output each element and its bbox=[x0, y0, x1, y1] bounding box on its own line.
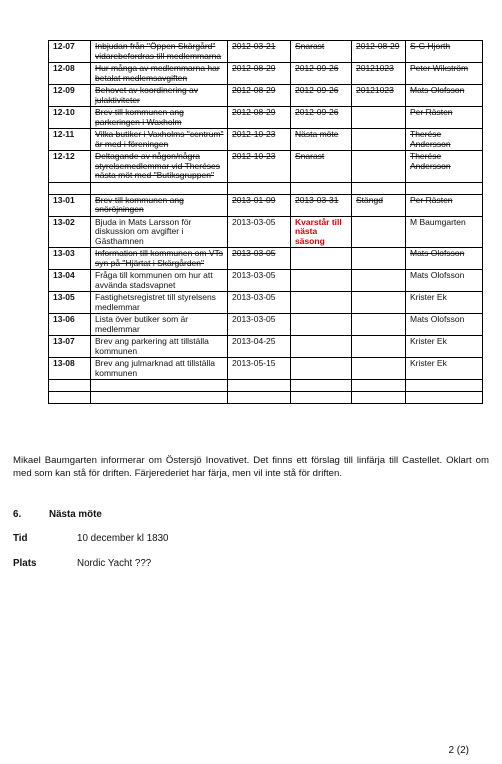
item-id-cell: 12-07 bbox=[49, 41, 91, 63]
item-owner-cell: Per Rästen bbox=[406, 194, 483, 216]
page-number: 2 (2) bbox=[448, 745, 469, 756]
table-row bbox=[49, 358, 483, 380]
item-date-cell: 2013-03-05 bbox=[228, 216, 291, 248]
table-row bbox=[49, 41, 483, 63]
item-id-cell: 13-02 bbox=[49, 216, 91, 248]
action-items-body bbox=[49, 41, 483, 404]
item-description-cell bbox=[91, 182, 228, 194]
item-id-cell: 13-05 bbox=[49, 292, 91, 314]
item-description-cell: Brev till kommunen ang snöröjningen bbox=[91, 194, 228, 216]
item-deadline-cell bbox=[291, 392, 352, 404]
table-row bbox=[49, 292, 483, 314]
item-id-cell bbox=[49, 182, 91, 194]
item-date-cell bbox=[228, 380, 291, 392]
table-row bbox=[49, 85, 483, 107]
blank-table-row bbox=[49, 392, 483, 404]
item-done-cell bbox=[352, 129, 406, 151]
item-description-cell: Hur många av medlemmarna har betalat medlemsavgiften bbox=[91, 63, 228, 85]
section-heading bbox=[13, 509, 102, 520]
item-deadline-cell: Kvarstår till nästa säsong bbox=[291, 216, 352, 248]
item-owner-cell: S-G Hjorth bbox=[406, 41, 483, 63]
item-deadline-cell: Nästa möte bbox=[291, 129, 352, 151]
item-date-cell: 2012-10-23 bbox=[228, 129, 291, 151]
item-deadline-cell bbox=[291, 314, 352, 336]
item-id-cell: 12-08 bbox=[49, 63, 91, 85]
item-date-cell: 2012-08-29 bbox=[228, 63, 291, 85]
item-done-cell bbox=[352, 107, 406, 129]
item-date-cell: 2012-08-29 bbox=[228, 85, 291, 107]
item-id-cell: 13-07 bbox=[49, 336, 91, 358]
item-description-cell: Brev ang parkering att tillställa kommunen bbox=[91, 336, 228, 358]
item-description-cell: Information till kommunen om VTs syn på "Hjärtat i Skärgården" bbox=[91, 248, 228, 270]
item-description-cell: Fastighetsregistret till styrelsens medlemmar bbox=[91, 292, 228, 314]
item-deadline-cell bbox=[291, 270, 352, 292]
item-date-cell: 2013-01-09 bbox=[228, 194, 291, 216]
item-owner-cell: Mats Olofsson bbox=[406, 270, 483, 292]
item-done-cell: 2012-08-29 bbox=[352, 41, 406, 63]
item-done-cell bbox=[352, 314, 406, 336]
item-done-cell: 20121023 bbox=[352, 63, 406, 85]
item-description-cell: Fråga till kommunen om hur att avvända stadsvapnet bbox=[91, 270, 228, 292]
item-date-cell bbox=[228, 392, 291, 404]
table-row bbox=[49, 107, 483, 129]
item-owner-cell: Krister Ek bbox=[406, 292, 483, 314]
table-row bbox=[49, 216, 483, 248]
table-row bbox=[49, 194, 483, 216]
item-done-cell bbox=[352, 248, 406, 270]
item-owner-cell: Therése Andersson bbox=[406, 151, 483, 183]
item-done-cell: Stängd bbox=[352, 194, 406, 216]
item-deadline-cell: 2012-09-26 bbox=[291, 63, 352, 85]
item-owner-cell bbox=[406, 182, 483, 194]
item-date-cell: 2013-04-25 bbox=[228, 336, 291, 358]
item-description-cell bbox=[91, 380, 228, 392]
item-done-cell bbox=[352, 182, 406, 194]
item-deadline-cell bbox=[291, 182, 352, 194]
blank-table-row bbox=[49, 182, 483, 194]
item-owner-cell: Krister Ek bbox=[406, 336, 483, 358]
blank-table-row bbox=[49, 380, 483, 392]
item-id-cell: 12-12 bbox=[49, 151, 91, 183]
item-id-cell: 12-11 bbox=[49, 129, 91, 151]
item-date-cell: 2013-03-05 bbox=[228, 270, 291, 292]
table-row bbox=[49, 314, 483, 336]
item-description-cell: Bjuda in Mats Larsson för diskussion om avgifter i Gästhamnen bbox=[91, 216, 228, 248]
item-description-cell: Lista över butiker som är medlemmar bbox=[91, 314, 228, 336]
item-id-cell: 13-03 bbox=[49, 248, 91, 270]
time-label: Tid bbox=[13, 533, 28, 544]
item-deadline-cell: 2013-03-31 bbox=[291, 194, 352, 216]
section-number: 6. bbox=[13, 509, 22, 520]
item-date-cell: 2013-03-05 bbox=[228, 248, 291, 270]
action-items-table bbox=[48, 40, 483, 404]
table-row bbox=[49, 63, 483, 85]
place-value: Nordic Yacht ??? bbox=[77, 558, 152, 569]
item-owner-cell: Krister Ek bbox=[406, 358, 483, 380]
item-done-cell bbox=[352, 358, 406, 380]
item-date-cell: 2012-08-29 bbox=[228, 107, 291, 129]
item-deadline-cell: Snarast bbox=[291, 41, 352, 63]
item-id-cell: 13-04 bbox=[49, 270, 91, 292]
item-description-cell: Brev till kommunen ang parkeringen i Waxholm bbox=[91, 107, 228, 129]
place-label: Plats bbox=[13, 558, 37, 569]
item-done-cell: 20121023 bbox=[352, 85, 406, 107]
table-row bbox=[49, 336, 483, 358]
item-deadline-cell bbox=[291, 248, 352, 270]
item-deadline-cell bbox=[291, 380, 352, 392]
item-description-cell: Vilka butiker i Vaxholms "centrum" är med i föreningen bbox=[91, 129, 228, 151]
item-id-cell: 13-06 bbox=[49, 314, 91, 336]
item-description-cell bbox=[91, 392, 228, 404]
info-paragraph: Mikael Baumgarten informerar om Östersjö Inovativet. Det finns ett förslag till linfärja till Castellet. Oklart om med som kan stå för driften. Färjerederiet har färja, men vil inte stå för driften. bbox=[13, 455, 489, 479]
item-date-cell: 2013-03-05 bbox=[228, 314, 291, 336]
item-deadline-cell: Snarast bbox=[291, 151, 352, 183]
item-id-cell: 12-10 bbox=[49, 107, 91, 129]
item-id-cell bbox=[49, 392, 91, 404]
item-date-cell bbox=[228, 182, 291, 194]
item-done-cell bbox=[352, 336, 406, 358]
item-owner-cell: Mats Olofsson bbox=[406, 314, 483, 336]
item-owner-cell: Therése Andersson bbox=[406, 129, 483, 151]
item-deadline-cell bbox=[291, 358, 352, 380]
item-done-cell bbox=[352, 151, 406, 183]
item-deadline-cell bbox=[291, 292, 352, 314]
item-done-cell bbox=[352, 292, 406, 314]
meeting-place-row bbox=[13, 558, 151, 569]
item-done-cell bbox=[352, 392, 406, 404]
item-date-cell: 2012-10-23 bbox=[228, 151, 291, 183]
item-description-cell: Deltagande av någon/några styrelsemedlemmar vid Theréses nästa möt med "Butiksgruppen" bbox=[91, 151, 228, 183]
time-value: 10 december kl 1830 bbox=[77, 533, 169, 544]
item-description-cell: Behovet av koordinering av julaktiviteter bbox=[91, 85, 228, 107]
table-row bbox=[49, 129, 483, 151]
table-row bbox=[49, 151, 483, 183]
item-done-cell bbox=[352, 380, 406, 392]
item-deadline-cell: 2012-09-26 bbox=[291, 107, 352, 129]
item-date-cell: 2013-03-05 bbox=[228, 292, 291, 314]
item-done-cell bbox=[352, 216, 406, 248]
item-date-cell: 2012-03-21 bbox=[228, 41, 291, 63]
table-row bbox=[49, 248, 483, 270]
item-date-cell: 2013-05-15 bbox=[228, 358, 291, 380]
item-owner-cell bbox=[406, 380, 483, 392]
meeting-time-row bbox=[13, 533, 169, 544]
section-title: Nästa möte bbox=[49, 509, 102, 520]
item-owner-cell bbox=[406, 392, 483, 404]
item-id-cell: 13-01 bbox=[49, 194, 91, 216]
item-id-cell: 12-09 bbox=[49, 85, 91, 107]
item-deadline-cell: 2012-09-26 bbox=[291, 85, 352, 107]
item-owner-cell: Peter Wikström bbox=[406, 63, 483, 85]
item-description-cell: Inbjudan från "Öppen Skärgård" vidarebefordras till medlemmarna bbox=[91, 41, 228, 63]
item-deadline-cell bbox=[291, 336, 352, 358]
item-id-cell bbox=[49, 380, 91, 392]
item-owner-cell: Mats Olofsson bbox=[406, 85, 483, 107]
item-owner-cell: Mats Olofsson bbox=[406, 248, 483, 270]
item-description-cell: Brev ang julmarknad att tillställa kommunen bbox=[91, 358, 228, 380]
table-row bbox=[49, 270, 483, 292]
item-owner-cell: Per Rästen bbox=[406, 107, 483, 129]
item-done-cell bbox=[352, 270, 406, 292]
item-id-cell: 13-08 bbox=[49, 358, 91, 380]
item-owner-cell: M Baumgarten bbox=[406, 216, 483, 248]
